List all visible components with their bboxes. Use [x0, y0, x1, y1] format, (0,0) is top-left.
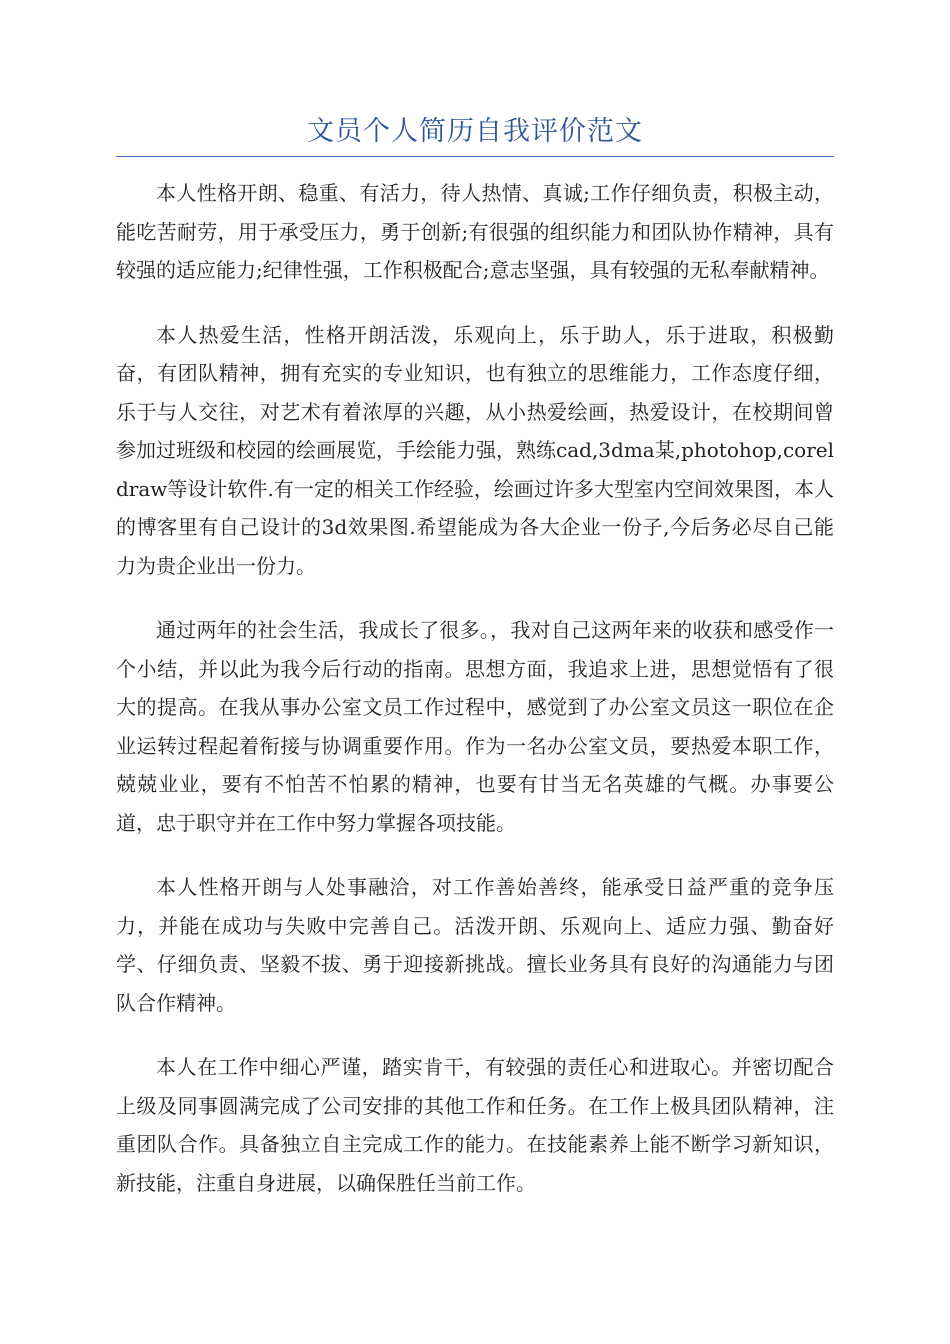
paragraph-4: 本人性格开朗与人处事融洽，对工作善始善终，能承受日益严重的竞争压力，并能在成功与失败中完善自己。活泼开朗、乐观向上、适应力强、勤奋好学、仔细负责、坚毅不拔、勇于迎接新挑战。擅长业务具有良好的沟通能力与团队合作精神。: [116, 875, 834, 1015]
document-body: [116, 174, 834, 1228]
paragraph-2: 本人热爱生活，性格开朗活泼，乐观向上，乐于助人，乐于进取，积极勤奋，有团队精神，拥有充实的专业知识，也有独立的思维能力，工作态度仔细，乐于与人交往，对艺术有着浓厚的兴趣，从小热爱绘画，热爱设计，在校期间曾参加过班级和校园的绘画展览，手绘能力强，熟练cad,3dma某,photohop,coreldraw等设计软件.有一定的相关工作经验，绘画过许多大型室内空间效果图，本人的博客里有自己设计的3d效果图.希望能成为各大企业一份子,今后务必尽自己能力为贵企业出一份力。: [116, 322, 834, 578]
document-title: 文员个人简历自我评价范文: [307, 116, 643, 147]
paragraph-3: 通过两年的社会生活，我成长了很多。，我对自己这两年来的收获和感受作一个小结，并以此为我今后行动的指南。思想方面，我追求上进，思想觉悟有了很大的提高。在我从事办公室文员工作过程中，感觉到了办公室文员这一职位在企业运转过程起着衔接与协调重要作用。作为一名办公室文员，要热爱本职工作，兢兢业业，要有不怕苦不怕累的精神，也要有甘当无名英雄的气概。办事要公道，忠于职守并在工作中努力掌握各项技能。: [116, 618, 834, 835]
title-block: [116, 112, 834, 157]
paragraph-5: 本人在工作中细心严谨，踏实肯干，有较强的责任心和进取心。并密切配合上级及同事圆满完成了公司安排的其他工作和任务。在工作上极具团队精神，注重团队合作。具备独立自主完成工作的能力。在技能素养上能不断学习新知识，新技能，注重自身进展，以确保胜任当前工作。: [116, 1055, 834, 1195]
paragraph-1: 本人性格开朗、稳重、有活力，待人热情、真诚;工作仔细负责，积极主动，能吃苦耐劳，用于承受压力，勇于创新;有很强的组织能力和团队协作精神，具有较强的适应能力;纪律性强，工作积极配合;意志坚强，具有较强的无私奉献精神。: [116, 181, 834, 282]
